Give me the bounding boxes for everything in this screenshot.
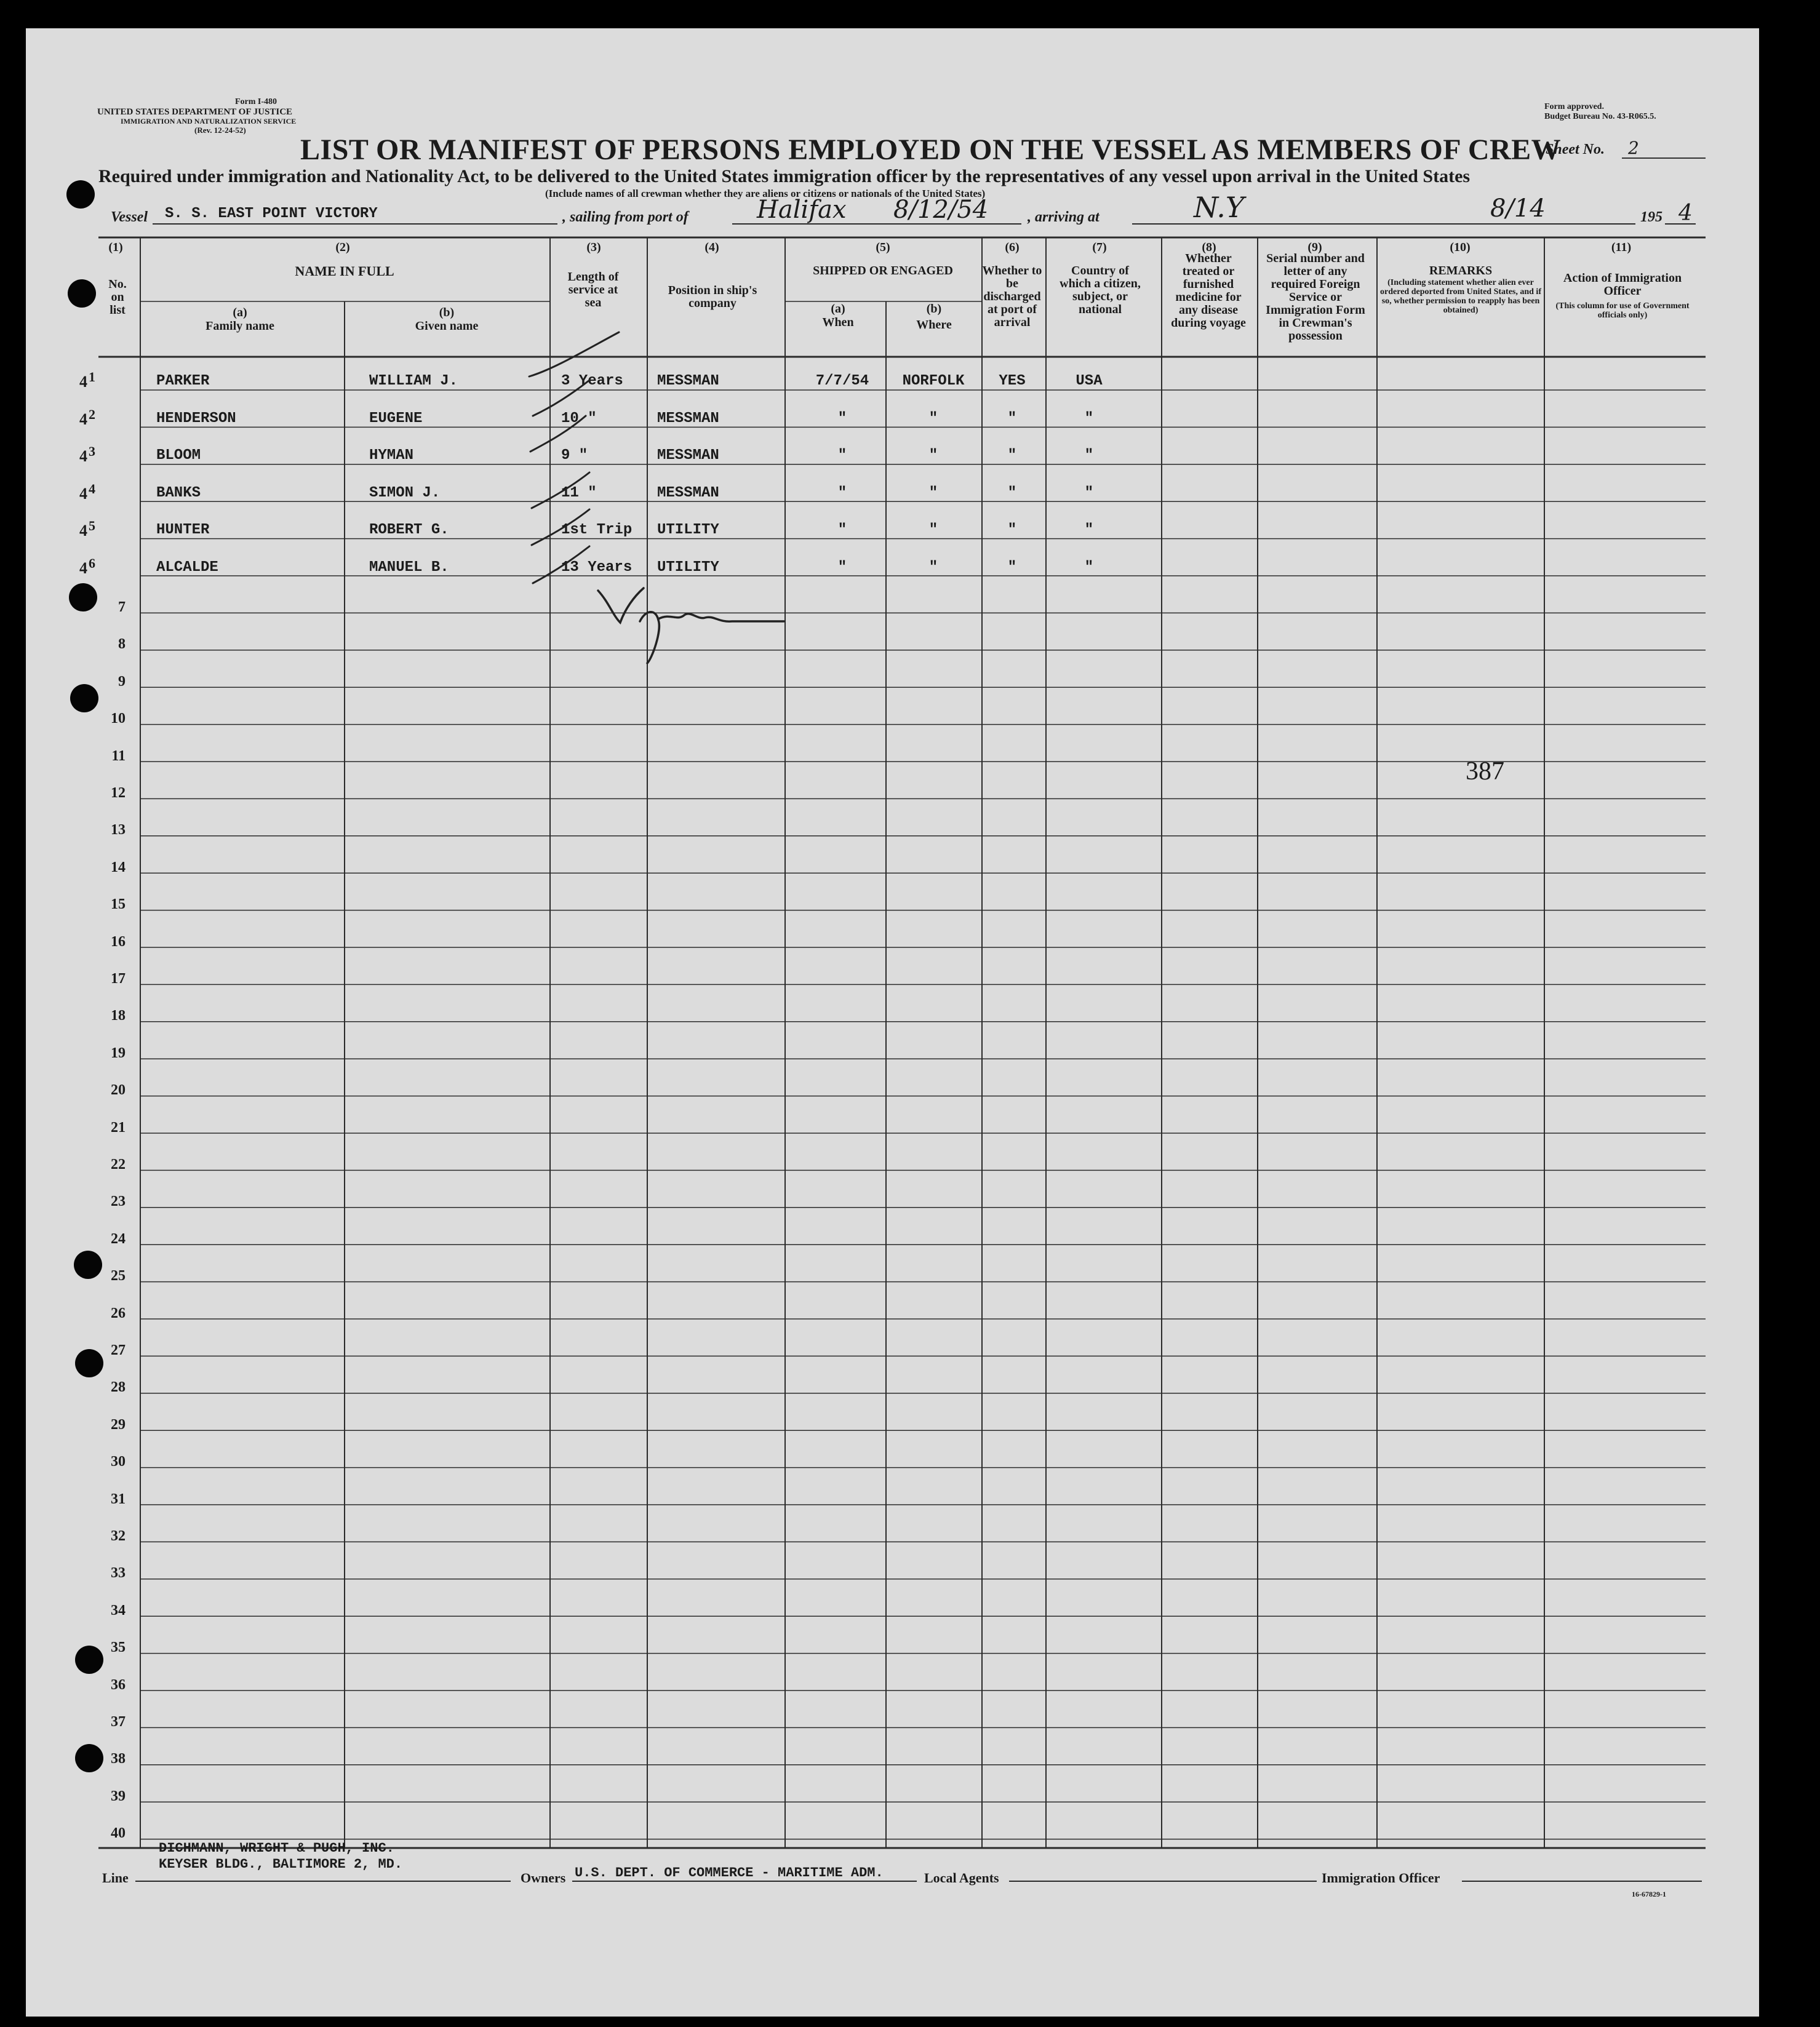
col2b-header: Given name	[415, 319, 479, 333]
col11-note: (This column for use of Government officials only)	[1555, 301, 1690, 320]
shipped-when: "	[837, 447, 847, 464]
line-number: 15	[111, 896, 126, 913]
check-mark	[533, 380, 589, 416]
tally-mark: 4	[79, 559, 87, 577]
shipped-when: "	[837, 484, 847, 501]
shipped-when: "	[837, 522, 847, 538]
col5a-header: When	[822, 316, 854, 329]
line-number: 9	[118, 673, 126, 690]
family-name: HENDERSON	[156, 410, 236, 427]
shipped-where: "	[928, 559, 938, 576]
line-number: 5	[89, 518, 95, 533]
sheet-label: Sheet No.	[1546, 141, 1605, 157]
col9-number: (9)	[1307, 241, 1322, 254]
line-number: 34	[111, 1602, 126, 1619]
col11-number: (11)	[1611, 241, 1632, 254]
vessel-name: S. S. EAST POINT VICTORY	[165, 205, 378, 222]
line-number: 10	[111, 711, 126, 727]
check-mark	[530, 416, 586, 452]
given-name: EUGENE	[369, 410, 423, 427]
line-number: 14	[111, 859, 126, 875]
col7-header: Country of which a citizen, subject, or national	[1060, 264, 1141, 316]
line-number: 20	[111, 1082, 126, 1099]
position: UTILITY	[657, 522, 719, 538]
col5b-letter: (b)	[926, 302, 942, 316]
budget-bureau-number: Budget Bureau No. 43-R065.5.	[1544, 112, 1656, 121]
shipped-where: "	[928, 522, 938, 538]
line-number: 21	[111, 1119, 126, 1136]
department-name: UNITED STATES DEPARTMENT OF JUSTICE	[97, 107, 293, 117]
col6-number: (6)	[1005, 241, 1020, 254]
col4-number: (4)	[704, 241, 719, 254]
shipped-where: "	[928, 410, 938, 427]
arriving-label: , arriving at	[1028, 209, 1100, 225]
line-number: 39	[111, 1788, 126, 1804]
line-number: 40	[111, 1825, 126, 1842]
local-agents-label: Local Agents	[924, 1870, 999, 1886]
col1-number: (1)	[108, 241, 123, 254]
col3-header: Length of service at sea	[567, 270, 619, 309]
col10-header: REMARKS	[1429, 264, 1493, 277]
line-number: 28	[111, 1379, 126, 1396]
position: MESSMAN	[657, 410, 719, 427]
port-of-departure: Halifax	[757, 196, 847, 224]
form-code: 16-67829-1	[1632, 1890, 1666, 1898]
line-number: 32	[111, 1528, 126, 1544]
page-subtitle: Required under immigration and Nationality Act, to be delivered to the United States immigration officer by the representatives of any vessel upon arrival in the United States	[98, 166, 1471, 186]
year-digit: 4	[1678, 201, 1693, 226]
position: MESSMAN	[657, 373, 719, 389]
immigration-officer-label: Immigration Officer	[1322, 1870, 1440, 1886]
length-of-service: 10 "	[561, 410, 597, 427]
country-of-citizenship: "	[1084, 484, 1094, 501]
country-of-citizenship: "	[1084, 559, 1094, 576]
stamp-number: 387	[1466, 757, 1504, 786]
line-number: 23	[111, 1193, 126, 1210]
page-title: LIST OR MANIFEST OF PERSONS EMPLOYED ON THE VESSEL AS MEMBERS OF CREW	[300, 133, 1562, 166]
year-prefix: 195	[1640, 209, 1662, 225]
shipped-when: 7/7/54	[815, 373, 869, 389]
to-be-discharged: "	[1007, 447, 1017, 464]
owners-label: Owners	[521, 1870, 566, 1886]
line-number: 4	[89, 480, 95, 496]
line-number: 24	[111, 1230, 126, 1247]
shipped-where: "	[928, 447, 938, 464]
line-address: KEYSER BLDG., BALTIMORE 2, MD.	[159, 1857, 403, 1872]
line-number: 29	[111, 1416, 126, 1433]
form-approved: Form approved.	[1544, 102, 1604, 111]
tally-mark: 4	[79, 522, 87, 540]
line-number: 8	[118, 636, 126, 653]
sailing-label: , sailing from port of	[562, 209, 688, 225]
line-number: 33	[111, 1565, 126, 1582]
line-number: 19	[111, 1045, 126, 1061]
tally-mark: 4	[79, 373, 87, 391]
col10-note: (Including statement whether alien ever ordered deported from United States, and if so, whether permission to reapply has been obtained)	[1380, 278, 1541, 315]
line-number: 25	[111, 1268, 126, 1284]
length-of-service: 13 Years	[561, 559, 633, 576]
col4-header: Position in ship's company	[668, 284, 757, 310]
col2a-header: Family name	[206, 319, 274, 333]
length-of-service: 11 "	[561, 484, 597, 501]
family-name: ALCALDE	[156, 559, 218, 576]
shipped-where: "	[928, 484, 938, 501]
line-company: DICHMANN, WRIGHT & PUGH, INC.	[159, 1841, 394, 1856]
given-name: ROBERT G.	[369, 522, 449, 538]
check-mark	[532, 472, 589, 508]
col10-number: (10)	[1450, 241, 1471, 254]
include-note: (Include names of all crewman whether they are aliens or citizens or nationals of the United States)	[545, 188, 986, 199]
country-of-citizenship: "	[1084, 447, 1094, 464]
line-number: 26	[111, 1305, 126, 1321]
signature	[598, 588, 784, 663]
check-mark	[533, 546, 589, 583]
col9-header: Serial number and letter of any required Foreign Service or Immigration Form in Crewman's possession	[1266, 252, 1365, 343]
country-of-citizenship: "	[1084, 410, 1094, 427]
line-number: 17	[111, 971, 126, 987]
line-number: 13	[111, 822, 126, 838]
col2-number: (2)	[335, 241, 350, 254]
position: MESSMAN	[657, 484, 719, 501]
col11-header: Action of Immigration Officer	[1563, 271, 1682, 298]
country-of-citizenship: "	[1084, 522, 1094, 538]
owners-name: U.S. DEPT. OF COMMERCE - MARITIME ADM.	[575, 1865, 884, 1881]
family-name: PARKER	[156, 373, 210, 389]
length-of-service: 9 "	[561, 447, 588, 464]
col8-number: (8)	[1202, 241, 1216, 254]
line-number: 30	[111, 1454, 126, 1470]
port-of-arrival: N.Y	[1194, 191, 1245, 224]
line-number: 12	[111, 785, 126, 801]
col3-number: (3)	[586, 241, 601, 254]
line-number: 16	[111, 933, 126, 950]
check-mark	[532, 509, 589, 545]
line-number: 11	[111, 747, 126, 764]
arrival-date: 8/14	[1490, 194, 1546, 223]
tally-mark: 4	[79, 447, 87, 465]
line-number: 31	[111, 1491, 126, 1507]
col5-header: SHIPPED OR ENGAGED	[813, 264, 953, 277]
revision-date: (Rev. 12-24-52)	[194, 125, 246, 135]
line-number: 37	[111, 1714, 126, 1730]
col2a-letter: (a)	[233, 306, 247, 319]
tally-mark: 4	[79, 410, 87, 428]
shipped-when: "	[837, 559, 847, 576]
line-number: 3	[89, 444, 95, 459]
sheet-number: 2	[1628, 138, 1639, 158]
given-name: WILLIAM J.	[369, 373, 458, 389]
to-be-discharged: "	[1007, 522, 1017, 538]
given-name: SIMON J.	[369, 484, 441, 501]
length-of-service: 1st Trip	[561, 522, 633, 538]
check-mark	[529, 332, 619, 376]
line-number: 36	[111, 1676, 126, 1693]
to-be-discharged: "	[1007, 559, 1017, 576]
shipped-when: "	[837, 410, 847, 427]
service-name: IMMIGRATION AND NATURALIZATION SERVICE	[121, 117, 297, 125]
to-be-discharged: "	[1007, 410, 1017, 427]
line-number: 38	[111, 1751, 126, 1767]
line-number: 1	[89, 369, 95, 384]
col1-header: No. on list	[108, 277, 127, 317]
family-name: HUNTER	[156, 522, 210, 538]
col8-header: Whether treated or furnished medicine for any disease during voyage	[1171, 252, 1246, 330]
line-number: 18	[111, 1008, 126, 1024]
country-of-citizenship: USA	[1076, 373, 1103, 389]
line-number: 27	[111, 1342, 126, 1358]
col7-number: (7)	[1092, 241, 1107, 254]
col5b-header: Where	[916, 318, 952, 332]
col5-number: (5)	[876, 241, 890, 254]
family-name: BANKS	[156, 484, 201, 501]
vessel-label: Vessel	[111, 209, 148, 225]
col5a-letter: (a)	[831, 302, 845, 316]
shipped-where: NORFOLK	[902, 373, 965, 389]
to-be-discharged: YES	[999, 373, 1026, 389]
length-of-service: 3 Years	[561, 373, 623, 389]
family-name: BLOOM	[156, 447, 201, 464]
line-number: 2	[89, 406, 95, 422]
line-number: 35	[111, 1639, 126, 1656]
col2-header: NAME IN FULL	[295, 263, 394, 279]
col6-header: Whether to be discharged at port of arrival	[982, 264, 1042, 329]
line-number: 22	[111, 1157, 126, 1173]
position: UTILITY	[657, 559, 719, 576]
form-number: Form I-480	[235, 97, 277, 106]
line-label: Line	[102, 1870, 129, 1886]
given-name: HYMAN	[369, 447, 414, 464]
tally-mark: 4	[79, 484, 87, 503]
line-number: 7	[118, 599, 126, 615]
departure-date: 8/12/54	[893, 196, 989, 224]
position: MESSMAN	[657, 447, 719, 464]
col2b-letter: (b)	[439, 306, 455, 319]
line-number: 6	[89, 555, 95, 571]
to-be-discharged: "	[1007, 484, 1017, 501]
given-name: MANUEL B.	[369, 559, 449, 576]
